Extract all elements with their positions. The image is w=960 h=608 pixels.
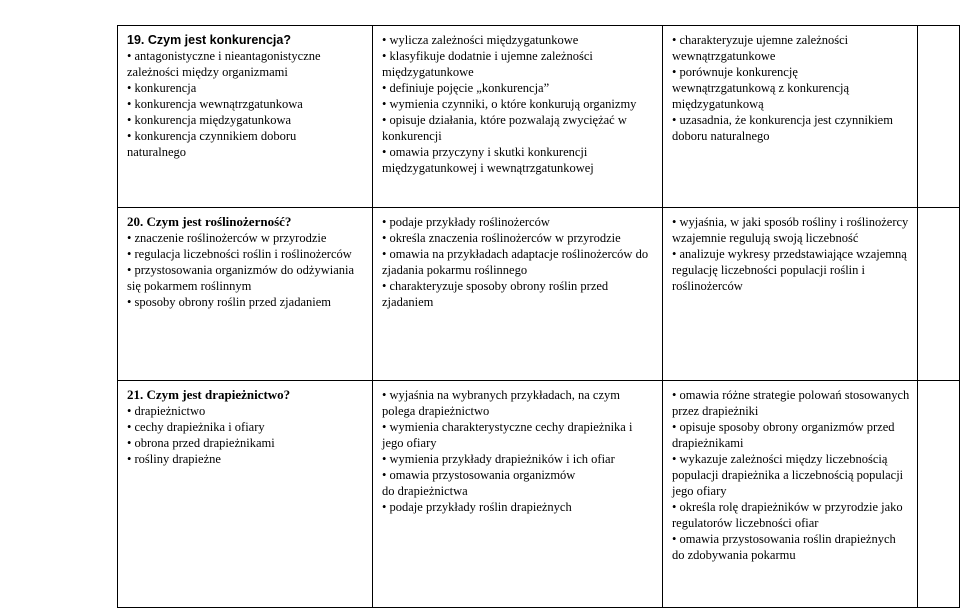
list-line: międzygatunkowej i wewnątrzgatunkowej (382, 161, 594, 175)
list-line: • konkurencja (127, 81, 197, 95)
topic-title: 19. Czym jest konkurencja? (127, 33, 291, 47)
list-line: • opisuje działania, które pozwalają zwyciężać w (382, 113, 627, 127)
list-line: • definiuje pojęcie „konkurencja” (382, 81, 550, 95)
list-line: do zdobywania pokarmu (672, 548, 796, 562)
list-line: zjadaniem (382, 295, 434, 309)
requirements-extended-cell (663, 26, 918, 208)
list-line: • opisuje sposoby obrony organizmów przed (672, 420, 895, 434)
list-line: • uzasadnia, że konkurencja jest czynnikiem (672, 113, 893, 127)
list-line: się pokarmem roślinnym (127, 279, 252, 293)
list-line: • wyjaśnia na wybranych przykładach, na czym (382, 388, 620, 402)
list-line: • klasyfikuje dodatnie i ujemne zależności (382, 49, 593, 63)
list-line: • charakteryzuje ujemne zależności (672, 33, 849, 47)
list-line: doboru naturalnego (672, 129, 770, 143)
list-line: • obrona przed drapieżnikami (127, 436, 275, 450)
topic-title: 20. Czym jest roślinożerność? (127, 214, 292, 229)
list-line: regulatorów liczebności ofiar (672, 516, 819, 530)
list-line: • omawia przyczyny i skutki konkurencji (382, 145, 588, 159)
list-line: roślinożerców (672, 279, 743, 293)
list-line: • analizuje wykresy przedstawiające wzajemną (672, 247, 907, 261)
list-line: • konkurencja międzygatunkowa (127, 113, 292, 127)
list-line: • omawia przystosowania roślin drapieżnych (672, 532, 896, 546)
list-line: zależności między organizmami (127, 65, 288, 79)
list-line: • rośliny drapieżne (127, 452, 221, 466)
list-line: wewnątrzgatunkową z konkurencją (672, 81, 850, 95)
list-line: międzygatunkowe (382, 65, 474, 79)
list-line: regulację liczebności populacji roślin i (672, 263, 865, 277)
list-line: przez drapieżniki (672, 404, 759, 418)
list-line: • antagonistyczne i nieantagonistyczne (127, 49, 321, 63)
list-line: międzygatunkową (672, 97, 764, 111)
table-row (118, 381, 960, 608)
list-line: wewnątrzgatunkowe (672, 49, 776, 63)
list-line: • regulacja liczebności roślin i roślinożerców (127, 247, 352, 261)
list-line: • charakteryzuje sposoby obrony roślin przed (382, 279, 609, 293)
list-line: konkurencji (382, 129, 442, 143)
list-line: • konkurencja wewnątrzgatunkowa (127, 97, 303, 111)
empty-cell (918, 381, 960, 608)
list-line: jego ofiary (382, 436, 437, 450)
list-line: • wymienia przykłady drapieżników i ich ofiar (382, 452, 615, 466)
list-line: zjadania pokarmu roślinnego (382, 263, 528, 277)
list-line: jego ofiary (672, 484, 727, 498)
curriculum-table (117, 25, 960, 608)
table-row (118, 208, 960, 381)
table-row (118, 26, 960, 208)
list-line: • znaczenie roślinożerców w przyrodzie (127, 231, 327, 245)
requirements-extended-cell (663, 208, 918, 381)
list-line: naturalnego (127, 145, 187, 159)
list-line: • wykazuje zależności między liczebnością (672, 452, 888, 466)
list-line: • określa znaczenia roślinożerców w przyrodzie (382, 231, 621, 245)
list-line: • wymienia czynniki, o które konkurują organizmy (382, 97, 637, 111)
requirements-basic-cell (373, 208, 663, 381)
list-line: • cechy drapieżnika i ofiary (127, 420, 265, 434)
list-line: drapieżnikami (672, 436, 744, 450)
list-line: • omawia na przykładach adaptacje roślinożerców do (382, 247, 649, 261)
list-line: • porównuje konkurencję (672, 65, 798, 79)
list-line: • drapieżnictwo (127, 404, 206, 418)
list-line: • wylicza zależności międzygatunkowe (382, 33, 579, 47)
list-line: do drapieżnictwa (382, 484, 468, 498)
topic-title: 21. Czym jest drapieżnictwo? (127, 387, 291, 402)
list-line: • omawia przystosowania organizmów (382, 468, 576, 482)
empty-cell (918, 208, 960, 381)
list-line: polega drapieżnictwo (382, 404, 490, 418)
list-line: • przystosowania organizmów do odżywiania (127, 263, 355, 277)
list-line: • konkurencja czynnikiem doboru (127, 129, 297, 143)
list-line: • omawia różne strategie polowań stosowanych (672, 388, 910, 402)
requirements-extended-cell (663, 381, 918, 608)
topic-cell (118, 208, 373, 381)
list-line: • wymienia charakterystyczne cechy drapieżnika i (382, 420, 633, 434)
list-line: • podaje przykłady roślin drapieżnych (382, 500, 572, 514)
list-line: • wyjaśnia, w jaki sposób rośliny i roślinożercy (672, 215, 909, 229)
requirements-basic-cell (373, 26, 663, 208)
list-line: populacji drapieżnika a liczebnością populacji (672, 468, 904, 482)
list-line: • podaje przykłady roślinożerców (382, 215, 550, 229)
list-line: wzajemnie regulują swoją liczebność (672, 231, 859, 245)
topic-cell (118, 381, 373, 608)
list-line: • sposoby obrony roślin przed zjadaniem (127, 295, 331, 309)
topic-cell (118, 26, 373, 208)
requirements-basic-cell (373, 381, 663, 608)
list-line: • określa rolę drapieżników w przyrodzie jako (672, 500, 903, 514)
empty-cell (918, 26, 960, 208)
